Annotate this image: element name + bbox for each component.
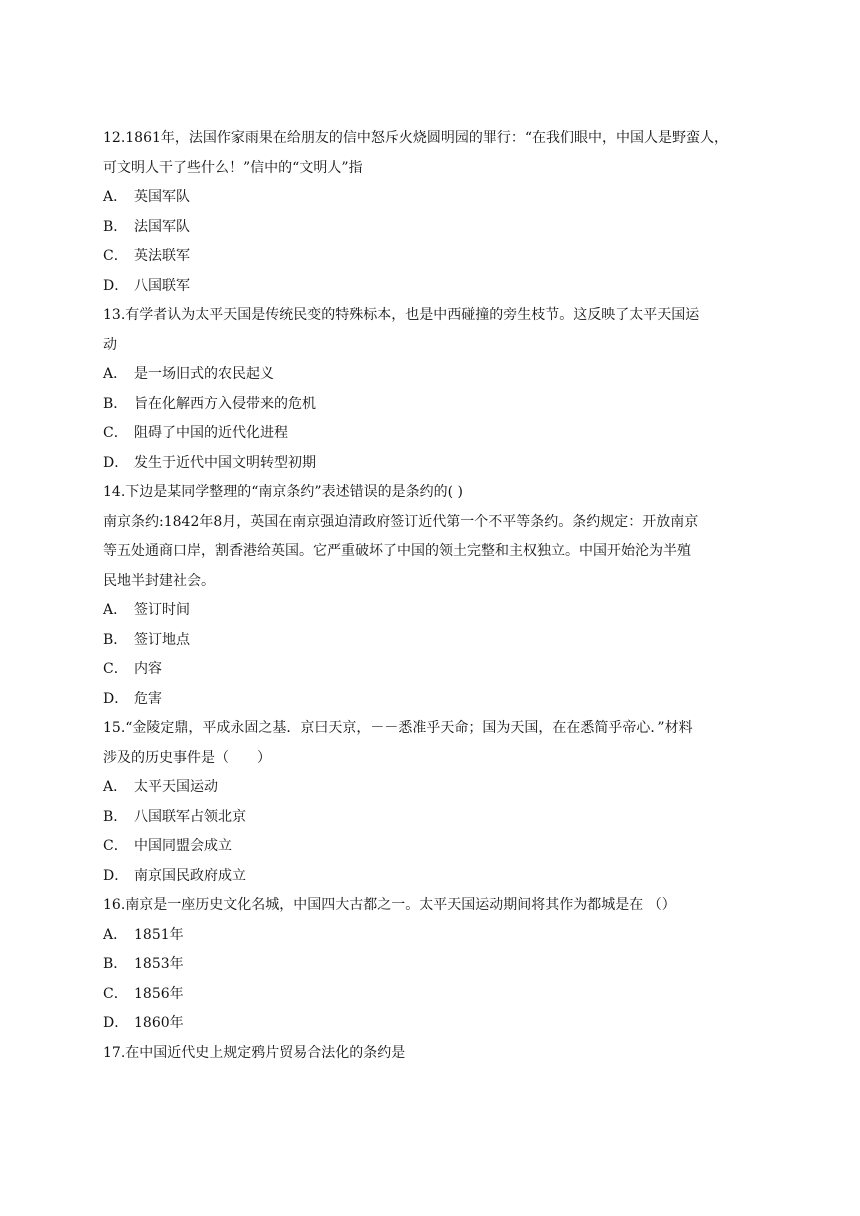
question-16-stem-line-1: 16.南京是一座历史文化名城，中国四大古都之一。太平天国运动期间将其作为都城是在 （） xyxy=(103,897,676,913)
option-letter: A． xyxy=(103,189,128,205)
option-letter: A． xyxy=(103,779,128,795)
question-14-option-a[interactable] xyxy=(103,596,759,626)
option-text: 八国联军 xyxy=(134,277,190,294)
option-text: 英法联军 xyxy=(134,248,190,264)
option-text: 1856年 xyxy=(134,985,184,1002)
question-14-option-b[interactable] xyxy=(103,626,759,656)
question-17 xyxy=(103,1039,759,1069)
option-text: 是一场旧式的农民起义 xyxy=(134,366,274,382)
option-letter: D． xyxy=(103,690,129,707)
option-text: 签订时间 xyxy=(134,602,190,618)
question-12-option-a[interactable] xyxy=(103,183,759,213)
option-text: 八国联军占领北京 xyxy=(134,808,246,825)
option-text: 阻碍了中国的近代化进程 xyxy=(134,425,288,441)
question-13-option-a[interactable] xyxy=(103,360,759,390)
question-list xyxy=(103,124,759,1068)
question-14-material-line-2: 等五处通商口岸，割香港给英国。它严重破坏了中国的领土完整和主权独立。中国开始沦为半殖 xyxy=(103,543,691,559)
question-15-option-d[interactable] xyxy=(103,862,759,892)
option-letter: C． xyxy=(103,425,128,441)
option-text: 签订地点 xyxy=(134,631,190,648)
question-14-option-c[interactable] xyxy=(103,655,759,685)
option-text: 1860年 xyxy=(134,1015,184,1031)
option-letter: B． xyxy=(103,395,128,412)
question-15-option-c[interactable] xyxy=(103,832,759,862)
option-text: 英国军队 xyxy=(134,189,190,205)
question-13-option-b[interactable] xyxy=(103,390,759,420)
question-13-stem-line-2: 动 xyxy=(103,336,117,353)
question-15-option-b[interactable] xyxy=(103,803,759,833)
option-text: 发生于近代中国文明转型初期 xyxy=(134,454,316,471)
question-13 xyxy=(103,301,759,478)
question-16-option-b[interactable] xyxy=(103,950,759,980)
option-letter: D． xyxy=(103,867,129,884)
question-14-stem-line-1: 14.下边是某同学整理的“南京条约”表述错误的是条约的( ) xyxy=(103,484,463,500)
question-13-option-c[interactable] xyxy=(103,419,759,449)
question-16-option-c[interactable] xyxy=(103,980,759,1010)
question-16 xyxy=(103,891,759,1039)
option-text: 内容 xyxy=(134,661,162,677)
option-text: 1851年 xyxy=(134,926,184,943)
question-12-option-d[interactable] xyxy=(103,272,759,302)
question-16-option-d[interactable] xyxy=(103,1009,759,1039)
question-15-stem-line-2: 涉及的历史事件是（ ） xyxy=(103,749,271,766)
option-letter: D． xyxy=(103,454,129,471)
question-14-material-line-1: 南京条约:1842年8月，英国在南京强迫清政府签订近代第一个不平等条约。条约规定：开放南京 xyxy=(103,513,699,530)
option-letter: B． xyxy=(103,808,128,825)
question-17-stem-line-1: 17.在中国近代史上规定鸦片贸易合法化的条约是 xyxy=(103,1044,406,1061)
question-13-stem-line-1: 13.有学者认为太平天国是传统民变的特殊标本，也是中西碰撞的旁生枝节。这反映了太平天国运 xyxy=(103,307,700,323)
question-13-option-d[interactable] xyxy=(103,449,759,479)
option-letter: D． xyxy=(103,277,129,294)
question-12-stem-line-2: 可文明人干了些什么！”信中的“文明人”指 xyxy=(103,159,363,176)
option-letter: C． xyxy=(103,248,128,264)
question-12-stem-line-1: 12.1861年，法国作家雨果在给朋友的信中怒斥火烧圆明园的罪行：“在我们眼中，中国人是野蛮人， xyxy=(103,130,729,146)
option-letter: A． xyxy=(103,926,128,943)
option-text: 旨在化解西方入侵带来的危机 xyxy=(134,395,316,412)
option-letter: A． xyxy=(103,602,128,618)
question-15-stem-line-1: 15.“金陵定鼎，平成永固之基．京曰天京，－－悉准乎天命；国为天国，在在悉简乎帝心．”材料 xyxy=(103,720,693,736)
question-14-material-line-3: 民地半封建社会。 xyxy=(103,572,215,589)
option-text: 南京国民政府成立 xyxy=(134,867,246,884)
question-12-option-c[interactable] xyxy=(103,242,759,272)
question-12-option-b[interactable] xyxy=(103,213,759,243)
question-14 xyxy=(103,478,759,714)
question-12 xyxy=(103,124,759,301)
option-letter: B． xyxy=(103,218,128,235)
option-letter: B． xyxy=(103,631,128,648)
option-text: 中国同盟会成立 xyxy=(134,838,232,854)
question-15-option-a[interactable] xyxy=(103,773,759,803)
question-16-option-a[interactable] xyxy=(103,921,759,951)
option-letter: C． xyxy=(103,838,128,854)
option-letter: B． xyxy=(103,956,128,972)
option-letter: C． xyxy=(103,985,128,1002)
option-letter: C． xyxy=(103,661,128,677)
question-15 xyxy=(103,714,759,891)
option-letter: A． xyxy=(103,366,128,382)
question-14-option-d[interactable] xyxy=(103,685,759,715)
option-letter: D． xyxy=(103,1015,129,1031)
option-text: 危害 xyxy=(134,690,162,707)
option-text: 法国军队 xyxy=(134,218,190,235)
option-text: 1853年 xyxy=(134,956,184,972)
option-text: 太平天国运动 xyxy=(134,779,218,795)
